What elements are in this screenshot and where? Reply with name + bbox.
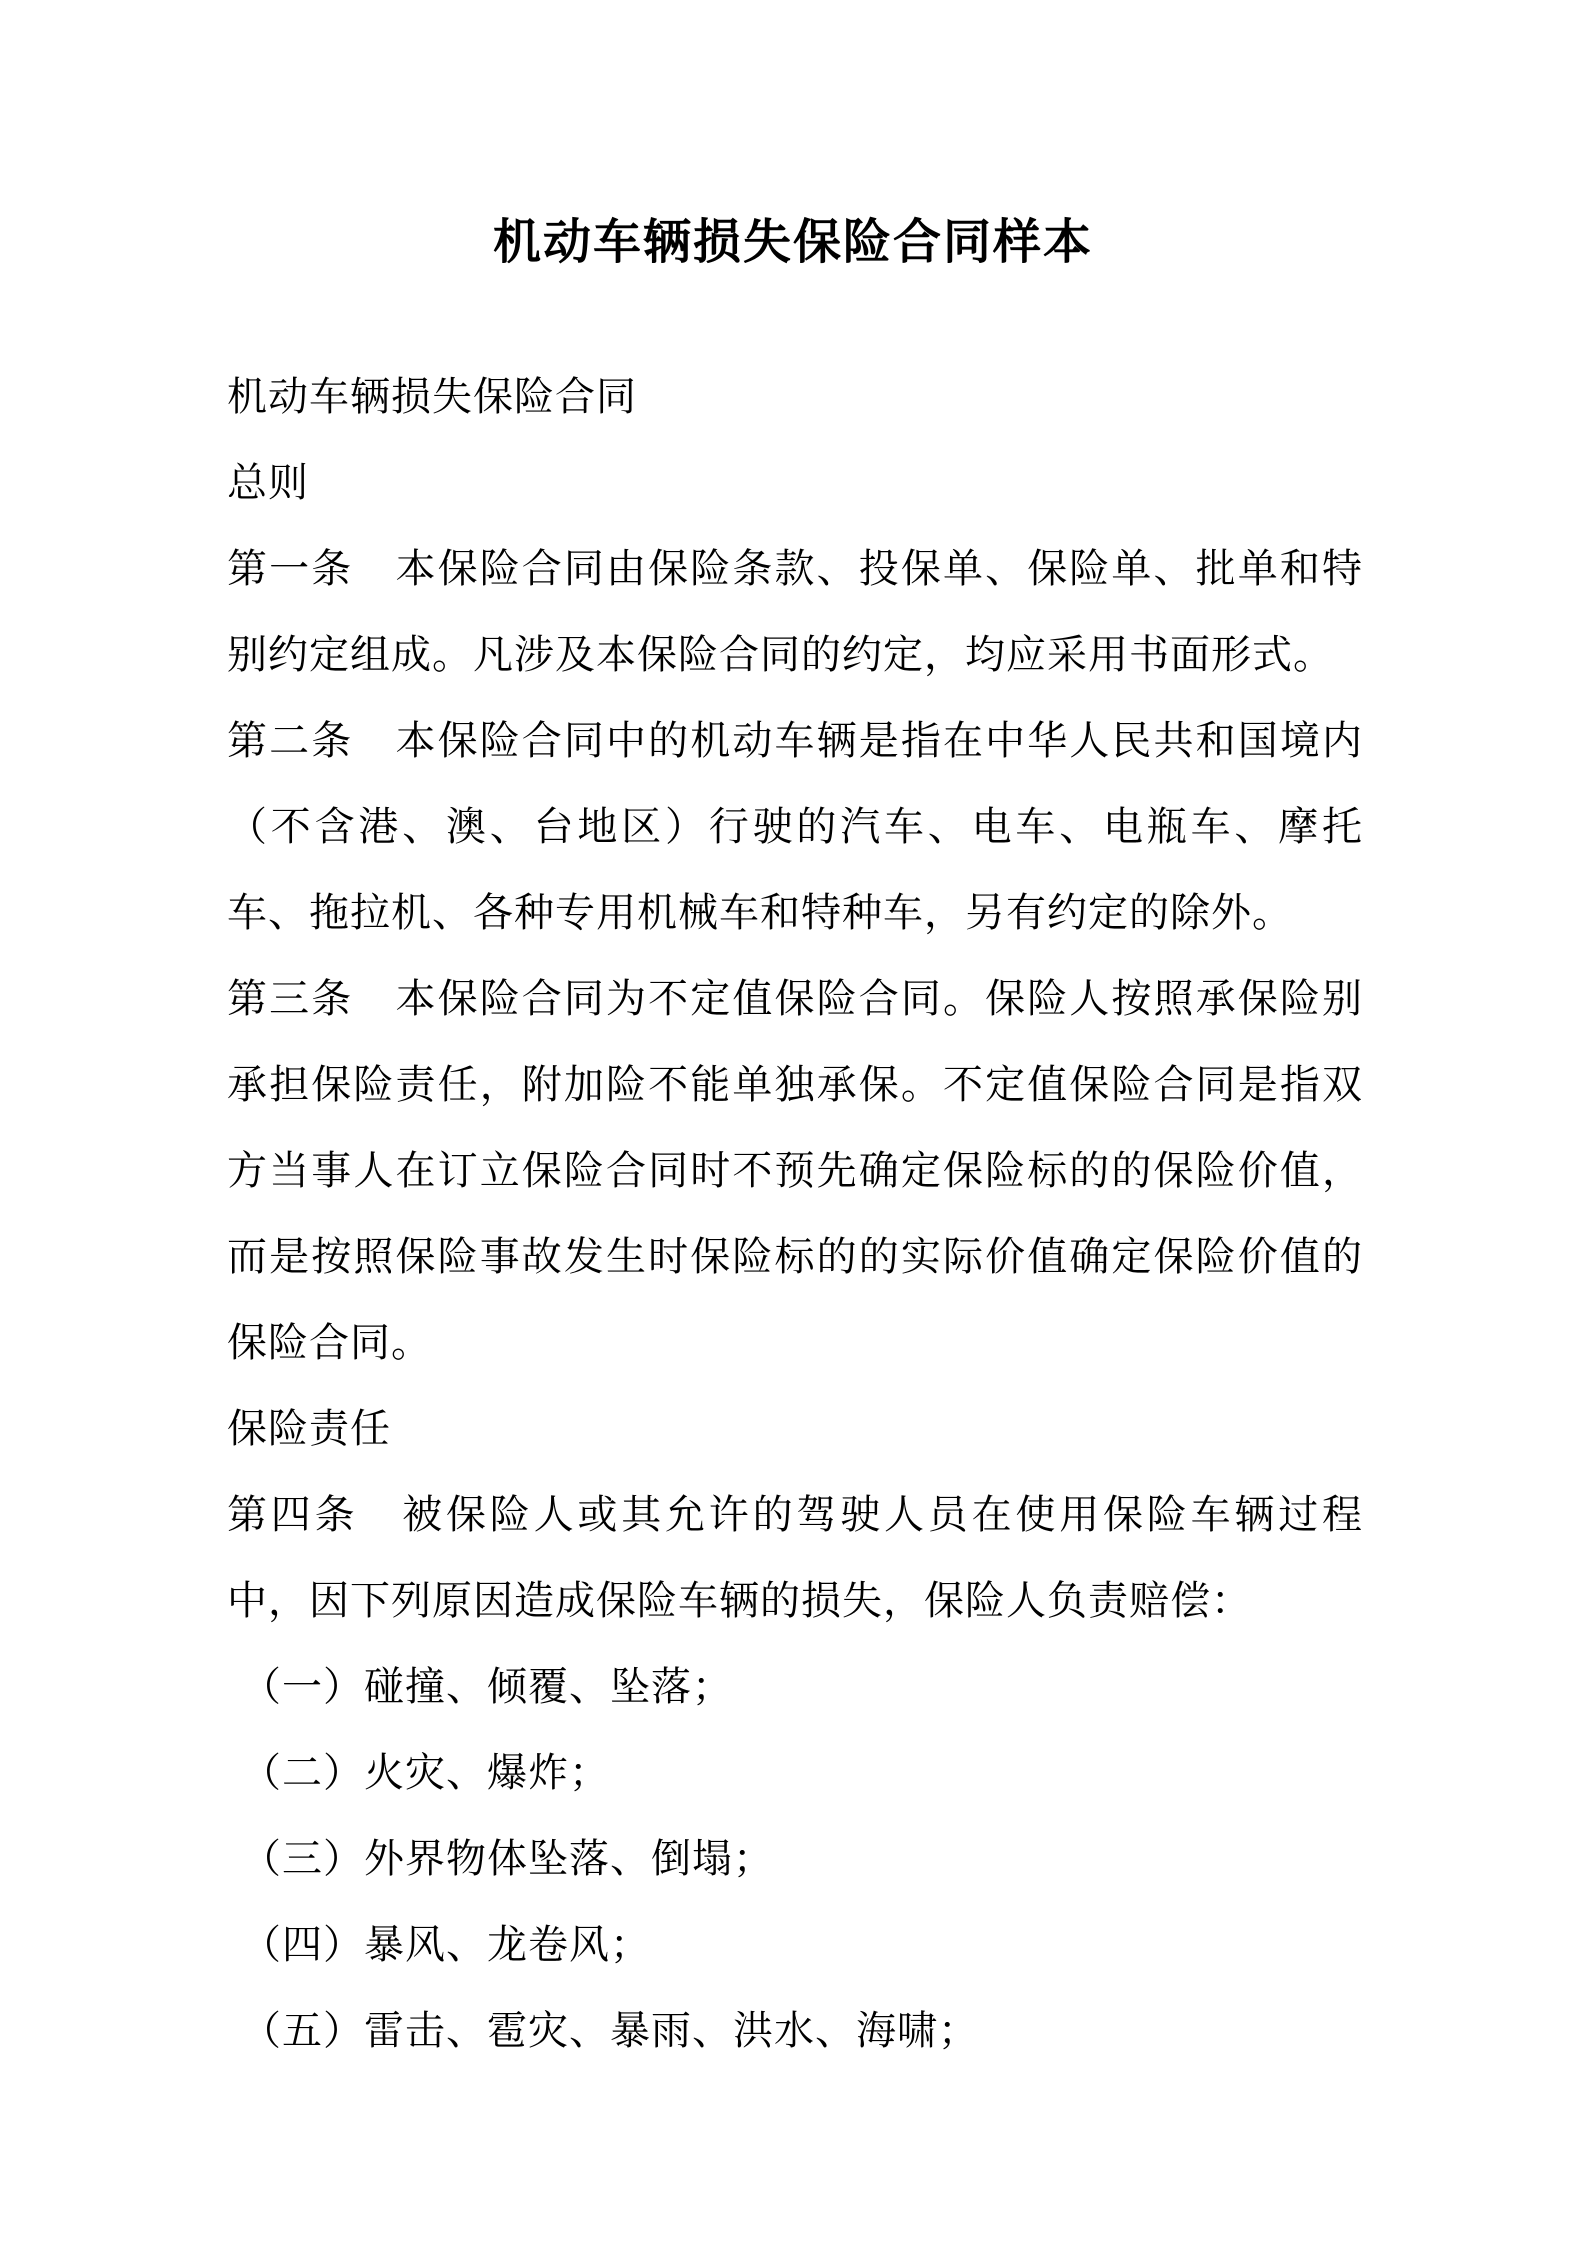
document-body <box>227 354 1363 2074</box>
paragraph-contract-name: 机动车辆损失保险合同 <box>227 375 637 419</box>
list-item-1: （一）碰撞、倾覆、坠落； <box>241 1665 733 1709</box>
heading-general-provisions: 总则 <box>227 461 309 505</box>
heading-insurance-liability: 保险责任 <box>227 1407 391 1451</box>
document-title: 机动车辆损失保险合同样本 <box>492 216 1093 269</box>
list-item-5: （五）雷击、雹灾、暴雨、洪水、海啸； <box>241 2009 979 2053</box>
list-item-2: （二）火灾、爆炸； <box>241 1751 610 1795</box>
list-item-3: （三）外界物体坠落、倒塌； <box>241 1837 774 1881</box>
list-item-4: （四）暴风、龙卷风； <box>241 1923 651 1967</box>
paragraph-article-1: 第一条 本保险合同由保险条款、投保单、保险单、批单和特别约定组成。凡涉及本保险合同的约定，均应采用书面形式。 <box>227 547 1363 677</box>
paragraph-article-3: 第三条 本保险合同为不定值保险合同。保险人按照承保险别承担保险责任，附加险不能单独承保。不定值保险合同是指双方当事人在订立保险合同时不预先确定保险标的的保险价值，而是按照保险事故发生时保险标的的实际价值确定保险价值的保险合同。 <box>227 977 1363 1365</box>
paragraph-article-2: 第二条 本保险合同中的机动车辆是指在中华人民共和国境内（不含港、澳、台地区）行驶的汽车、电车、电瓶车、摩托车、拖拉机、各种专用机械车和特种车，另有约定的除外。 <box>227 719 1363 935</box>
paragraph-article-4: 第四条 被保险人或其允许的驾驶人员在使用保险车辆过程中，因下列原因造成保险车辆的损失，保险人负责赔偿： <box>227 1493 1363 1623</box>
